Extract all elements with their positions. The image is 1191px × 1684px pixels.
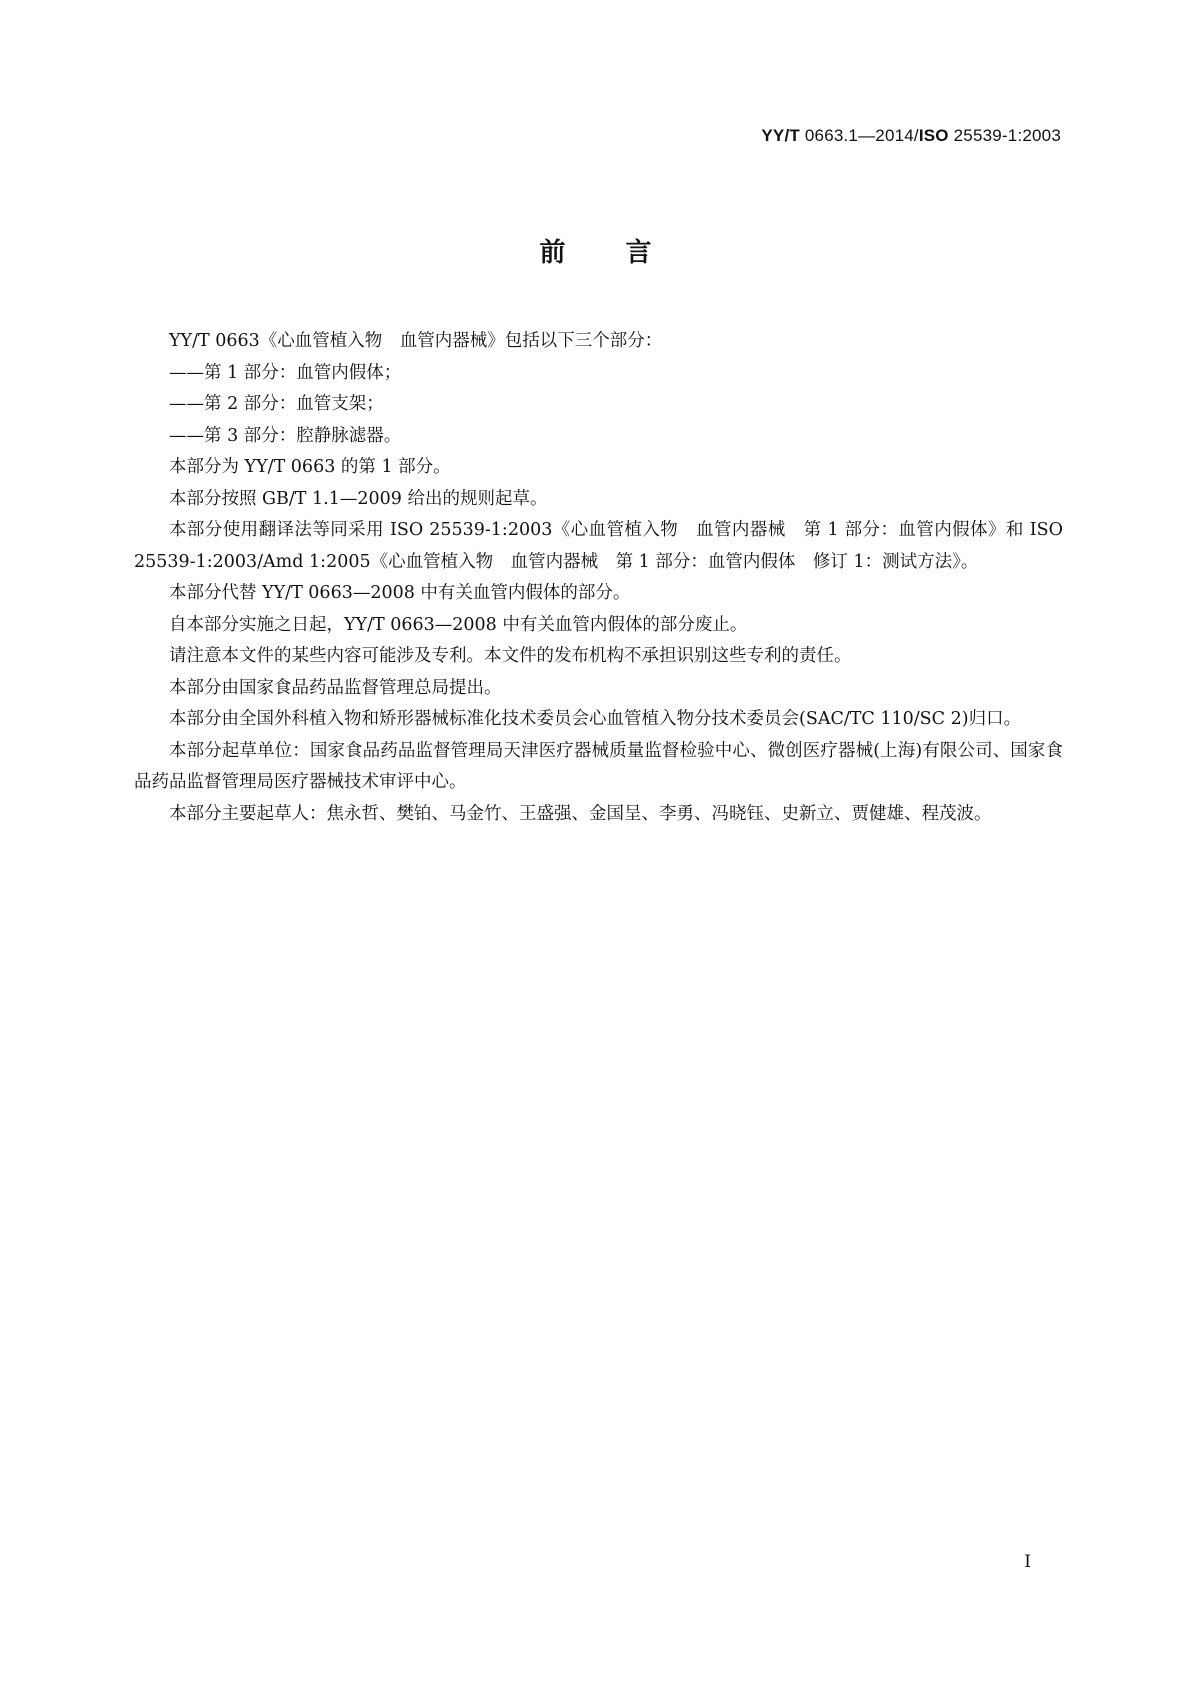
list-item: ——第 2 部分：血管支架；	[169, 394, 384, 414]
standard-code-iso-number: 25539-1:2003	[948, 126, 1061, 145]
paragraph: 本部分由国家食品药品监督管理总局提出。	[169, 677, 502, 698]
page-number: I	[1024, 1552, 1031, 1572]
paragraph: 本部分起草单位：国家食品药品监督管理局天津医疗器械质量监督检验中心、微创医疗器械(上海)有限公司、国家食品药品监督管理局医疗器械技术审评中心。	[134, 740, 1063, 792]
paragraph: 本部分为 YY/T 0663 的第 1 部分。	[169, 457, 451, 477]
standard-code-number: 0663.1—2014/	[799, 126, 919, 145]
paragraph: 本部分代替 YY/T 0663—2008 中有关血管内假体的部分。	[169, 583, 631, 603]
paragraph: 请注意本文件的某些内容可能涉及专利。本文件的发布机构不承担识别这些专利的责任。	[169, 646, 852, 666]
paragraph: 本部分使用翻译法等同采用 ISO 25539-1:2003《心血管植入物 血管内器械 第 1 部分：血管内假体》和 ISO 25539-1:2003/Amd 1:2005《心血管植入物 血管内器械 第 1 部分：血管内假体 修订 1：测试方法》。	[134, 520, 1063, 572]
standard-code-iso: ISO	[918, 126, 949, 145]
paragraph: 本部分按照 GB/T 1.1—2009 给出的规则起草。	[169, 488, 548, 509]
list-item: ——第 3 部分：腔静脉滤器。	[169, 425, 402, 446]
paragraph: 本部分主要起草人：焦永哲、樊铂、马金竹、王盛强、金国呈、李勇、冯晓钰、史新立、贾健雄、程茂波。	[169, 803, 992, 824]
paragraph: 本部分由全国外科植入物和矫形器械标准化技术委员会心血管植入物分技术委员会(SAC/TC 110/SC 2)归口。	[169, 709, 1022, 729]
page-title: 前言	[539, 238, 712, 268]
standard-code-header	[761, 126, 1061, 146]
paragraph: 自本部分实施之日起，YY/T 0663—2008 中有关血管内假体的部分废止。	[169, 614, 748, 635]
standard-code-prefix: YY/T	[761, 126, 800, 145]
foreword-body	[134, 326, 1063, 830]
list-item: ——第 1 部分：血管内假体；	[169, 362, 402, 383]
paragraph: YY/T 0663《心血管植入物 血管内器械》包括以下三个部分：	[169, 331, 663, 351]
